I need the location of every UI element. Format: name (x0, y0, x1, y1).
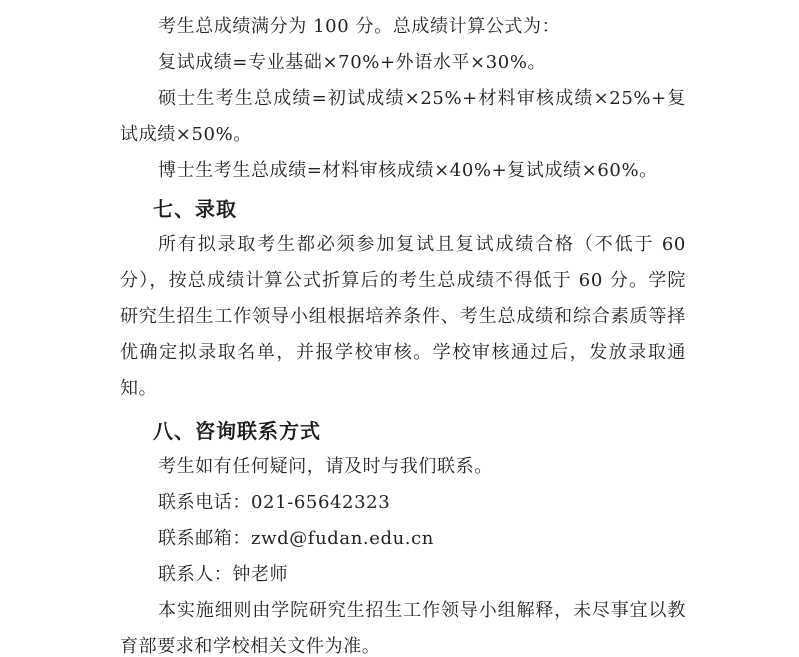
document-body (120, 9, 686, 657)
paragraph-master-formula: 硕士生考生总成绩=初试成绩×25%+材料审核成绩×25%+复试成绩×50%。 (120, 88, 686, 145)
paragraph-contact-email: 联系邮箱：zwd@fudan.edu.cn (158, 528, 434, 549)
paragraph-contact-intro: 考生如有任何疑问，请及时与我们联系。 (158, 456, 493, 477)
paragraph-contact-phone: 联系电话：021-65642323 (158, 492, 391, 513)
section-heading-contact: 八、咨询联系方式 (153, 419, 321, 443)
paragraph-retest-formula: 复试成绩=专业基础×70%+外语水平×30%。 (158, 52, 547, 73)
section-heading-admission: 七、录取 (153, 197, 237, 221)
paragraph-interpretation-note: 本实施细则由学院研究生招生工作领导小组解释，未尽事宜以教育部要求和学校相关文件为准。 (120, 600, 686, 657)
paragraph-doctor-formula: 博士生考生总成绩=材料审核成绩×40%+复试成绩×60%。 (158, 160, 658, 181)
paragraph-total-score-intro: 考生总成绩满分为 100 分。总成绩计算公式为： (158, 16, 561, 37)
paragraph-contact-person: 联系人：钟老师 (158, 564, 289, 585)
paragraph-admission-rules: 所有拟录取考生都必须参加复试且复试成绩合格（不低于 60 分），按总成绩计算公式折算后的考生总成绩不得低于 60 分。学院研究生招生工作领导小组根据培养条件、考生总成绩和综合素质等择优确定拟录取名单，并报学校审核。学校审核通过后，发放录取通知。 (120, 234, 686, 399)
